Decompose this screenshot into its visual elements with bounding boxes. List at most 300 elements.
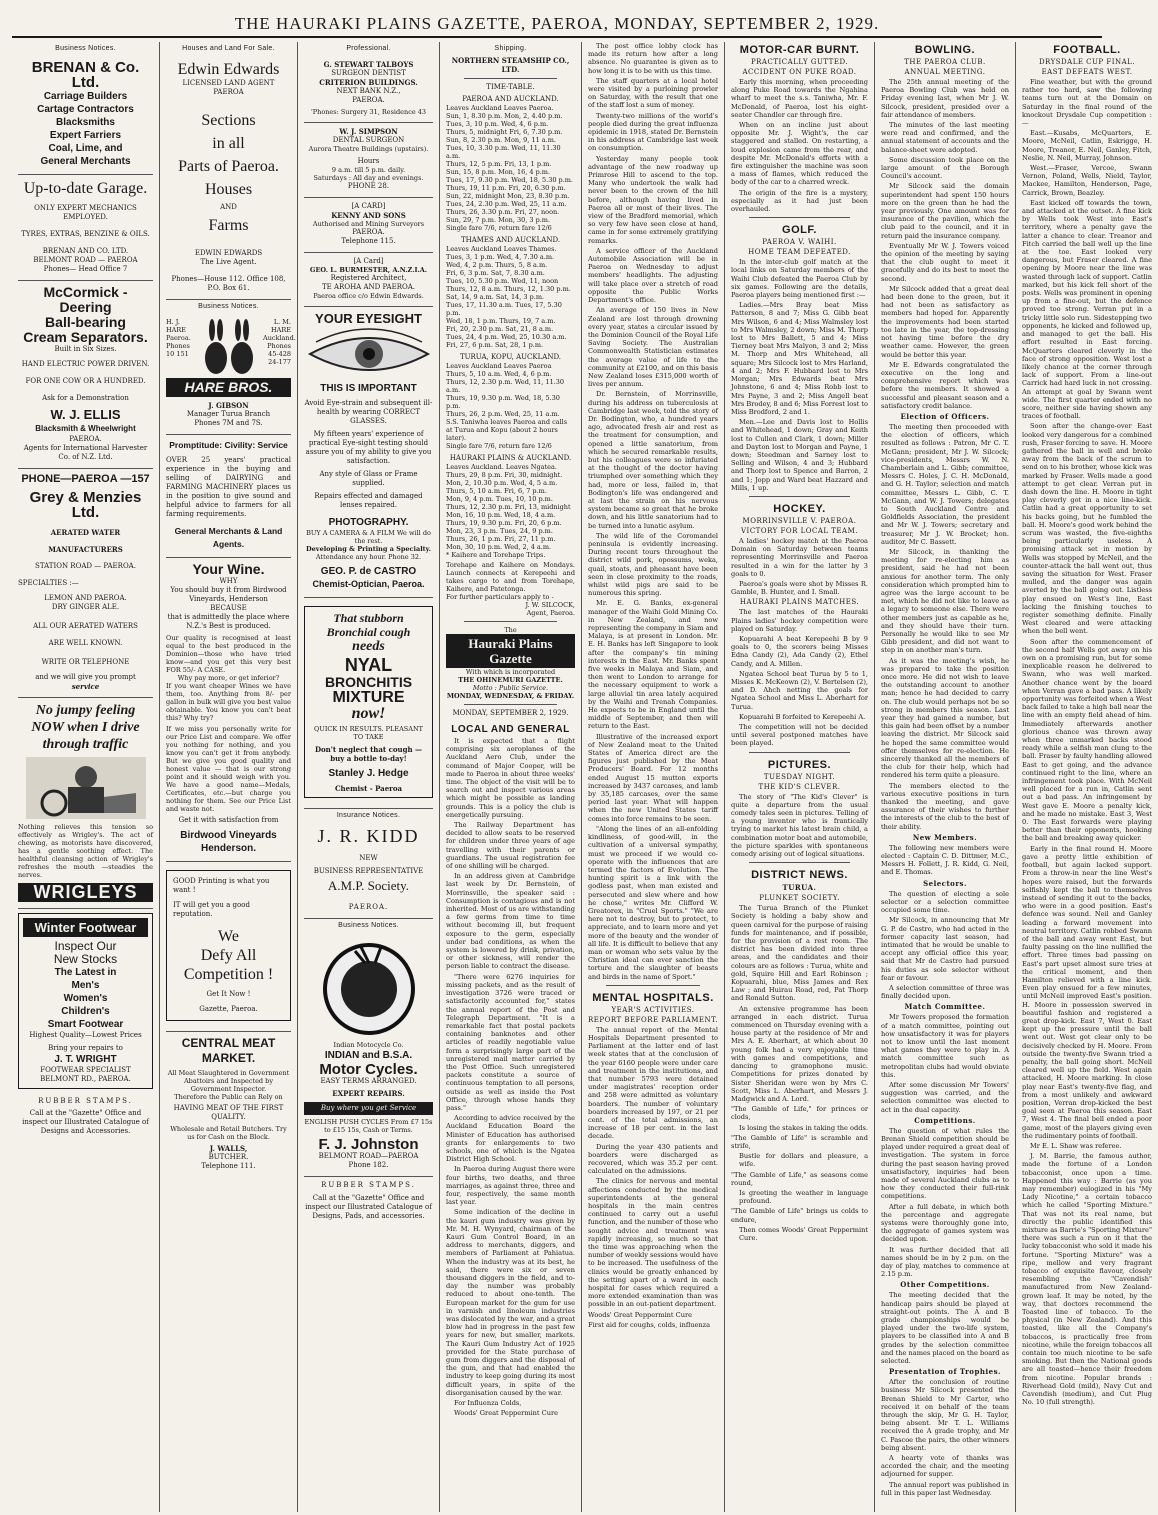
bowling-body: [881, 890, 1009, 1001]
bowling-para: The 25th annual meeting of the Paeroa Bowling Club was held on Friday evening last, when Mr J. W. Silcock, president, presided over a fair attendance of members.: [881, 78, 1009, 119]
brenan-name: BRENAN & Co. Ltd.: [31, 59, 140, 91]
football-para: East.—Kusabs, McQuarters, E. Moore, McNeil, Catlin, Eskrigge, H. Moore, Treanor, E. Neil, Ganley, Fitch, Neslie, N. Neil, Murray, Johnson.: [1022, 129, 1152, 162]
brenan-line: General Merchants: [40, 156, 131, 167]
timetable-row: Sun, 1, 8.30 p.m. Mon, 2, 4.40 p.m.: [446, 112, 563, 120]
bowling-subhead: Election of Officers.: [900, 411, 990, 421]
meat-line: BUTCHER.: [208, 1153, 249, 1161]
meat-line: Therefore the Public can Rely on: [174, 1093, 283, 1101]
football-para: Soon after the change-over East looked very dangerous for a combined rush, Fraser forcing to save. H. Moore gathered the ball in well and broke away from the back of the scrum to send on to his brother, whose kick was marked by Fraser. Wells made a good attempt to get clear. Verran put in dash down the line. H. Moore in tight play cleverly got in a nice line-kick. Catlin had a great opportunity to set his backs going, but he fumbled the ball. H. Moore's good work behind the scrum was wasted, the five-eighths being particularly useless. A promising attack set in motion by Wells was stopped by McNeil, and the counter-attack the ball went out, thus saving the situation for West. Fraser mulled, and the danger was again averted by the ball going out. Listless play ensued on West's line, East lacking the finishing touches to register something definite. Finally West cleared and were attacking when the bell went.: [1022, 422, 1152, 636]
bowling-sub: ANNUAL MEETING.: [904, 68, 986, 76]
hare-left: H. J. HARE Paeroa. Phones 10 151: [166, 318, 191, 358]
flag-the: The: [504, 626, 517, 634]
mental-hospitals-sub: REPORT BEFORE PARLIAMENT.: [588, 1015, 718, 1024]
bowling-para: The question of what rules the Brenan Shield competition should be played under required a great deal of investigation. The system in force during the past season having proved unsatisfactory, inquiries had been made of several Auckland clubs as to how they conducted their full-rink competitions.: [881, 1126, 1009, 1201]
timetable-row: Thurs, 12, 5 p.m. Fri, 13, 1 p.m.: [446, 160, 552, 168]
talboys-line: PAEROA.: [352, 96, 385, 104]
column-4: [440, 42, 582, 1512]
motorcar-para: The origin of the fire is a mystery, especially as it had just been overhauled.: [731, 188, 868, 214]
hockey-sub: VICTORY FOR LOCAL TEAM.: [741, 526, 858, 535]
hedge-name: Stanley J. Hedge: [328, 768, 409, 779]
bowling-body: [881, 78, 1009, 410]
wrigley-title: No jumpy feeling: [35, 703, 136, 718]
garage-line: TYRES, EXTRAS, BENZINE & OILS.: [21, 230, 150, 238]
eyesight-line: Developing & Printing a Specialty.: [306, 545, 431, 553]
wright-name: J. T. WRIGHT: [54, 1054, 117, 1065]
timetable-row: Mon, 30, 10 p.m. Wed, 2, 4 a.m.: [446, 543, 552, 551]
footwear-line: Smart Footwear: [47, 1019, 124, 1030]
section-label: Houses and Land For Sale.: [182, 45, 275, 52]
mccormick-title: Cream Separators.: [23, 329, 148, 345]
football-para: Mr E. L. Shaw was referee.: [1030, 1142, 1122, 1150]
garage-line: Phones— Head Office 7: [43, 265, 128, 273]
wine-body: Our quality is recognised at least equal to the best produced in the Dominion—those who have tried know—and you get this very best FOR 55/- A CASE.: [166, 634, 291, 674]
pictures-sub: TUESDAY NIGHT.: [763, 772, 836, 781]
wine-body: If we miss you personally write for our Price List and compare. We offer you nothing for nothing, and you know you can't get it from anybody. But we give you good quality and honest value — that is our strong point and it should weigh with you. We have a good name—Medals, Certificates, etc.—but charge you nothing for them. See our Price List and waste not.: [166, 725, 291, 813]
nyal-brand: NYAL: [344, 655, 393, 675]
edwards-line: in all: [212, 135, 245, 152]
kidd-name: J. R. KIDD: [317, 826, 420, 846]
hockey-sub: HAURAKI PLAINS MATCHES.: [739, 598, 860, 607]
timetable-row: Thurs, 12, 2.30 p.m. Fri, 13, midnight: [446, 503, 571, 511]
printing-line: Competition !: [183, 966, 274, 983]
edwards-line: Houses: [204, 181, 253, 198]
nyal-brand: BRONCHITIS: [324, 674, 413, 690]
burmester-line: TE AROHA AND PAEROA.: [322, 283, 415, 291]
bowling-para: Mr Towers proposed the formation of a match committee, pointing out how unsatisfactory it was for players not to know until the last moment what games they were to play in. A match committee such as metropolitan clubs had would obviate this.: [881, 1013, 1009, 1079]
simpson-line: Hours: [357, 157, 380, 165]
bowling-para: Mr Silcock said the domain superintendent had spent 150 hours more on the green than he had the year previously. One amount was for insurance of the pavilion, which the club paid to the council, and it in return paid the insurance company.: [881, 182, 1009, 240]
brenan-line: Coal, Lime, and: [48, 143, 123, 154]
nyal-line: Don't neglect that cough —buy a bottle to-day!: [314, 745, 423, 763]
motorcar-heading: MOTOR-CAR BURNT.: [739, 44, 860, 56]
timetable-row: Single fare 7/6, return fare 12/6: [446, 442, 552, 450]
route-heading: TURUA, KOPU, AUCKLAND.: [459, 353, 562, 361]
timetable-row: Thurs, 19, 11 p.m. Fri, 20, 6.30 p.m.: [446, 184, 566, 192]
nyal-line: QUICK IN RESULTS. PLEASANT TO TAKE: [314, 725, 423, 741]
golf-sub: HOME TEAM DEFEATED.: [748, 248, 851, 257]
district-sub: TURUA.: [782, 883, 817, 893]
kidd-line: NEW: [359, 854, 378, 862]
hare-line: Manager Turua Branch: [186, 410, 271, 418]
section-label: Business Notices.: [55, 45, 116, 52]
edwards-line: Farms: [208, 217, 249, 234]
bowling-para: As it was the meeting's wish, he was prepared to take the position once more. He did not wish to leave the outstanding account to another man; hence he had decided to carry on. The club would perhaps not be so strong in members this season. Last year they had gained a number, but this gain had been offset by a number leaving the district. Mr Silcock said he hoped the same committee would offer themselves for re-election. He sincerely thanked all the members of the club for their help, which had rendered his term quite a pleasure.: [881, 656, 1009, 780]
timetable-row: Tues, 3, 1 p.m. Wed, 4, 7.30 a.m.: [446, 253, 555, 261]
bowling-para: After a full debate, in which both the percentage and aggregate systems were thoroughly gone into, the aggregate of games system was decided upon.: [881, 1202, 1009, 1244]
kenny-line: PAEROA.: [352, 228, 385, 236]
timetable-row: Tues, 17, 9.30 p.m. Wed, 18, 5.30 p.m.: [446, 176, 573, 184]
nyal-brand: MIXTURE: [332, 689, 405, 706]
wrigley-title: NOW when I drive: [31, 720, 140, 735]
grey-menzies-ad: [18, 469, 153, 698]
masthead: THE HAURAKI PLAINS GAZETTE, PAEROA, MONDAY, SEPTEMBER 2, 1929.: [12, 10, 1102, 38]
kenny-line: [A CARD]: [351, 202, 386, 210]
bowling-para: The meeting decided that the handicap pairs should be played at straight-out points. The A and B grade championships would be played under the two-life system, players to be classified into A and B grades by the selection committee and the names placed on the board as selected.: [881, 1291, 1009, 1366]
timetable-row: Single fare 7/6, return fare 12/6: [446, 224, 552, 232]
simpson-line: W. J. SIMPSON: [339, 127, 398, 136]
burmester-line: [A Card]: [353, 257, 384, 265]
wine-line: BECAUSE: [210, 604, 247, 612]
timetable-row: Mon, 16, 10 p.m. Wed, 18, 4 a.m.: [446, 511, 556, 519]
indian-badge-text: Indian Motocycle Co.: [333, 1041, 404, 1049]
timetable-row: Fri, 20, 2.30 p.m. Sat, 21, 8 a.m.: [446, 325, 554, 333]
bowling-body: [881, 423, 1009, 831]
football-para: Fine weather, but with the ground rather too hard, saw the following teams turn out at the Domain on Saturday in the final round of the knockout Drysdale Cup competition :—: [1022, 78, 1152, 128]
hockey-para: Kopuarahi A beat Kerepeehi B by 9 goals to 0, the scorers being Misses Edna Candy (2), Ada Candy (2), Ethel Candy, and A. Millen.: [731, 634, 868, 668]
garage-line: BELMONT ROAD — PAEROA: [33, 256, 138, 264]
grey-phone: PHONE—PAEROA —157: [21, 473, 150, 485]
walls-name: J. WALLS,: [209, 1144, 248, 1153]
kenny-line: Telephone 115.: [341, 237, 396, 245]
burmester-ad: [304, 253, 433, 307]
mccormick-ad: [18, 281, 153, 469]
verse-line: Bustle for dollars and pleasure, a wife.: [739, 1152, 868, 1169]
timetable-paeroa: [446, 104, 575, 232]
wine-body: Why pay more, or get inferior?: [177, 674, 280, 682]
motorcar-para: Early this morning, when proceeding along Puke Road towards the Ngahina wharf to meet the s.s. Taniwha, Mr. F. McDonald, of Paeroa, lost his eight-seater Chandler car through fire.: [731, 78, 868, 119]
hare-line: Phones 7M and 7S.: [194, 419, 263, 427]
timetable-row: Thurs, 12, 2.30 p.m. Wed, 11, 11.30 a.m.: [446, 378, 565, 394]
wine-line: You should buy it from Birdwood Vineyards, Henderson: [170, 586, 287, 603]
meat-line: HAVING MEAT OF THE FIRST QUALITY.: [173, 1104, 284, 1121]
printing-line: Get It Now !: [206, 990, 251, 998]
bowling-subhead: Selectors.: [923, 878, 967, 888]
footwear-ad: [18, 913, 153, 1089]
kenny-ad: [304, 198, 433, 253]
brenan-line: Expert Farriers: [49, 130, 122, 141]
grey-name: Grey & Menzies Ltd.: [29, 489, 142, 521]
news-para: The staff quarters at a local hotel were visited by a purloining prowler on Saturday, with the result that one of the staff lost a sum of money.: [588, 76, 718, 110]
timetable-thames: [446, 245, 575, 349]
indian-line: EXPERT REPAIRS.: [332, 1089, 405, 1098]
simpson-line: Aurora Theatre Buildings (upstairs).: [308, 145, 429, 153]
brenan-line: Carriage Builders: [43, 91, 128, 102]
timetable-row: Wed, 18, 1 p.m. Thurs, 19, 7 a.m.: [446, 317, 556, 325]
timetable-row: Sun, 29, 7 p.m. Mon, 30, 3 p.m.: [446, 216, 551, 224]
football-para: East kicked off towards the town, and attacked at the outset. A fine kick by Wells took West into East's territory, where a penalty gave the latter a chance to clear. Treanor and Fitch carried the ball well up the line at the toe. East looked very dangerous, but Fraser cleared. A fine opening by Moore near the line was wasted through lack of support. Catlin marked, but his kick fell short of the posts. Wells was prominent in opening up from a fine-out, but the defence proved too strong. Verran put in a tricky little solo run. Sidestepping two opponents, he kicked and followed up, and managed to get the ball. His effort resulted in East forcing. McQuarters cleared cleverly in the face of strong opposition. West lost a likely chance at the corner through lack of support. From a line-out Carrick had hard luck in not crossing. An attempt at goal by Swann went wide. The first quarter ended with no score, neither side having shown any traces of football.: [1022, 198, 1152, 421]
verse-line: "The Gamble of Life" is scramble and strife,: [731, 1133, 868, 1150]
edwards-line: The Live Agent.: [200, 258, 257, 266]
talboys-line: NEXT BANK N.Z.,: [336, 87, 401, 95]
news-para: A service officer of the Auckland Automobile Association will be in Paeroa on Wednesday to adjust members' headlights. The adjusting will take place over a stretch of road opposite the Public Works Department's office.: [588, 246, 718, 305]
wine-title: Your Wine.: [192, 561, 265, 577]
simpson-ad: [304, 123, 433, 198]
talboys-line: CRITERION BUILDINGS.: [319, 78, 418, 87]
mental-hospitals-para: First aid for coughs, colds, influenza: [588, 1320, 711, 1329]
footwear-line: BELMONT RD., PAEROA.: [40, 1075, 131, 1083]
bowling-para: It was further decided that all names should be in by 2 p.m. on the day of play, matches to commence at 2.15 p.m.: [881, 1245, 1009, 1279]
talboys-line: G. STEWART TALBOYS: [323, 60, 414, 69]
printing-ad: [166, 862, 291, 1032]
district-para: The Turua Branch of the Plunket Society is holding a baby show and queen carnival for the purpose of raising funds for maintenance, and if possible, for the provision of a rest room. The district has been divided into three areas, and the candidates and their colours are as follows : Turua, white and gold, Squire Hill and Earl Robinson ; Kopuarahi, blue, Miss James and Rex Law ; and Huirau Road, red, Pat Thorp and Ronald Sutton.: [731, 904, 869, 1003]
eyesight-ad: [304, 307, 433, 598]
bowling-para: After the conclusion of routine business Mr Silcock presented the Brenan Shield to Mr Carter, who received it on behalf of the team through the skip, Mr G. H. Taylor, being absent. Mr T. L. Williams received the A grade trophy, and Mr C. Pascoe the pairs, the other winners being absent.: [881, 1378, 1009, 1452]
mental-hospitals-heading: MENTAL HOSPITALS.: [592, 991, 714, 1004]
hare-bros-ad: [166, 314, 296, 435]
eyesight-line: Avoid Eye-strain and subsequent ill-health by wearing CORRECT GLASSES.: [304, 399, 433, 425]
bowling-para: Some discussion took place on the large amount of the Borough Council's account.: [881, 155, 1009, 181]
news-para: Mr. E. G. Banks, ex-general manager of the Waihi Gold Mining Co. in New Zealand, and now representing the company in Siam and Malaya, is at present in London. Mr. E. H. Banks has left Singapore to look after the company's tin mining interests in the East. Mr. Banks spent five weeks in Malaya and Siam, and then went to London to arrange for the necessary equipment to work a large alluvial tin area lately acquired by the Waihi and Trenah Companies. He expects to be in England until the middle of September, and then will return to the East.: [588, 599, 718, 731]
eyesight-line: Any style of Glass or Frame supplied.: [319, 470, 418, 487]
edwards-ad: [166, 56, 291, 300]
bowling-para: A selection committee of three was finally decided upon.: [881, 983, 1009, 1001]
bowling-subhead: Other Competitions.: [900, 1280, 990, 1290]
news-para: Yesterday many people took advantage of the new roadway up Primrose Hill to ascend to the top. Many who undertook the walk had never been to the crown of the hill before, although having lived in Paeroa all or most of their lives. The view of the Bradford memorial, which so very few have seen close at hand, came in for some extremely gratifying remarks.: [588, 154, 718, 245]
timetable-row: Tues, 24, 2.30 p.m. Wed, 25, 11 a.m.: [446, 200, 567, 208]
column-5: [582, 42, 725, 1512]
bowling-para: A hearty vote of thanks was accorded the chair, and the meeting adjourned for supper.: [881, 1454, 1009, 1479]
mental-hospitals-para: The annual report of the Mental Hospitals Department presented to Parliament at the latter end of last week states that at the conclusion of the year 6160 people were under care and treatment in the institutions, and that number 5793 were detained under magistrates' reception order and 258 were admitted as voluntary boarders. The number of voluntary boarders increased by 197, or 21 per cent. of the total admissions, an increase of 18 per cent. in the last decade.: [588, 1025, 718, 1141]
wine-line: WHY: [219, 577, 238, 585]
timetable-row: Thurs, 19, 9.30 p.m. Wed, 18, 5.30 p.m.: [446, 394, 560, 410]
grey-line: DRY GINGER ALE.: [51, 603, 120, 611]
grey-line: SPECIALTIES :—: [18, 579, 79, 587]
shipping-note: Torehape and Kaihere on Mondays. Launch connects at Kerepeehi and takes cargo to and from Torehape, Kaihere, and Patetonga.: [446, 561, 575, 593]
indian-title: Motor Cycles.: [319, 1061, 418, 1078]
news-para: For Influenza Colds,: [454, 1399, 522, 1408]
bowling-body: [881, 1291, 1009, 1365]
football-sub: DRYSDALE CUP FINAL.: [1038, 58, 1136, 66]
section-label: Insurance Notices.: [336, 812, 401, 819]
timetable-row: Leaves Auckland Leaves Thames.: [446, 245, 557, 253]
pictures-sub: THE KID'S CLEVER.: [758, 782, 841, 791]
grey-line: and we will give you prompt: [35, 673, 136, 681]
footwear-line: Bring your repairs to: [48, 1044, 123, 1052]
mental-hospitals-para: During the year 430 patients and boarders were discharged as recovered, which was 35.2 per cent. calculated on the admissions.: [588, 1142, 718, 1176]
garage-line: BRENAN AND CO. LTD.: [42, 247, 129, 255]
column-3: [298, 42, 440, 1512]
timetable-row: Leaves Auckland Leaves Paeroa.: [446, 104, 554, 112]
wrigley-title: through traffic: [42, 737, 129, 752]
wine-ad: [166, 558, 291, 862]
verse-line: Is losing the stakes in taking the odds.: [739, 1123, 868, 1132]
nyal-line: needs: [352, 639, 385, 654]
wine-line: Get it with satisfaction from: [178, 816, 279, 824]
grey-line: STATION ROAD — PAEROA.: [35, 562, 136, 570]
news-para: Some indication of the decline in the kauri gum industry was given by Mr. M. H. Wynyard, chairman of the Kauri Gum Control Board, in an address to merchants, diggers, and members of Parliament at Pahiatua. When the industry was at its best, he said, there were six or seven thousand diggers in the field, and to-day the number was probably reduced to about one-tenth. The European market for the gum for use in varnish and linoleum industries was dislocated by the war, and a great blow had in progress in the past few years for new, but smaller, markets. The Kauri Gum Industry Act of 1925 provided for the State purchase of gum from diggers and the disposal of the gum, and that had enabled the industry to keep going during its most difficult years, in spite of the disorganisation caused by the war.: [446, 1208, 575, 1397]
indian-head-emblem: [321, 941, 417, 1037]
route-heading: THAMES AND AUCKLAND.: [460, 236, 561, 244]
motorcar-para: When on an incline just about opposite Mr. J. Wight's, the car staggered and stalled. On restarting, a loud explosion came from the rear, and despite Mr. McDonald's efforts with a fire extinguisher the machine was soon a mass of flames, which reduced the body of the car to a charred wreck.: [731, 121, 868, 187]
timetable-row: Leaves Auckland. Leaves Ngatea.: [446, 463, 557, 471]
timetable-row: Fri, 27, 6 p.m. Sat, 28, 1 p.m.: [446, 341, 544, 349]
news-para: An average of 150 lives in New Zealand are lost through drowning every year, states a circular issued by the Dominion Council of the Royal Life Saving Society. The Australian Commonwealth Statistician estimates the average value of life to the community at £2100, and on this basis New Zealand loses £315,000 worth of lives per annum.: [588, 306, 718, 389]
civility-ad: [166, 435, 291, 558]
section-label: Business Notices.: [198, 303, 259, 310]
football-para: J. M. Barrie, the famous author, made the fortune of a London tobacconist, once upon a time. Happened this way : Barrie (as you may remember) eulogized in his "My Lady Nicotine," a certain tobacco which he called "Sporting Mixture." That was not its real name, but directly the public identified this mixture as Barrie's "Sporting Mixture" there was such a run on it that the lucky tobacconist who sold it made his fortune. "Sporting Mixture" was a ripe, mellow and very fragrant tobacco of exquisite flavour, closely resembling the "Cavendish" manufactured from New Zealand-grown leaf. It may be noted, by the way, that doctors recommend the Toasted line of tobacco. To the physical (in New Zealand). And this toasted, like all the Company's tobaccos, is practically free from nicotine, while the foreign tobaccos all contain too much nicotine to be safe smoking. But then the National goods are all toasted—hence their freedom from nicotine. Popular brands : Riverhead Gold (mild), Navy Cut and Cavendish (medium), and Cut Plug No. 10 (full strength).: [1022, 1152, 1153, 1407]
bowling-subhead: Competitions.: [914, 1115, 976, 1125]
printing-line: IT will get you a good reputation.: [173, 901, 250, 918]
football-para: Soon after the commencement of the second half Wells got away on his own on a promising run, but for some inexplicable reason he delivered to Swann, who was well marked. Another chance went by the board when Verran gave a bad pass. A likely opportunity was forfeited when a West back failed to take a high ball near the line with an empty field ahead of him. Immediately afterwards another glorious chance was thrown away when three unmarked backs stood ready while a selfish man clung to the ball. Fraser by faulty handling allowed East to get going, and the advance continued right to the line, where an infringement took place. With McNeil well placed for a run in, Catlin sent out a bad pass. An infringement by West gave E. Moore a penalty kick, and he made no mistake. East 3, West 0. The East forwards were playing better than their opponents, hooking the ball and breaking away quicker.: [1022, 637, 1152, 843]
grey-line: LEMON AND PAEROA.: [44, 594, 127, 602]
kidd-line: PAEROA.: [348, 903, 389, 911]
mccormick-line: Blacksmith & Wheelwright: [35, 424, 136, 433]
indian-line: Buy where you get Service: [304, 1102, 433, 1115]
wine-body: If you want cheaper Wines we have them, too. Anything from 8/- per gallon in bulk will give you best value obtainable. You know you can't beat this? Why try?: [166, 682, 291, 722]
mccormick-line: Built in Six Sizes.: [54, 345, 117, 353]
bowling-para: The minutes of the last meeting were read and confirmed, and the annual statement of accounts and the balance-sheet were adopted.: [881, 121, 1009, 154]
news-para: The Railway Department has decided to allow seats to be reserved for children under three years of age travelling with their parents or guardians. The usual registration fee of one shilling will be charged.: [446, 821, 575, 871]
column-2: [160, 42, 298, 1512]
news-para: Illustrative of the increased export of New Zealand meat to the United States of America direct are the figures just published by the Meat Producers' Board. For 12 months ended August 15 mutton exports increased by 3437 carcases, and lamb by 35,185 carcases, over the same period last year. What will happen when the new United States tariff comes into force remains to be seen.: [588, 732, 718, 823]
timetable-row: Thurs, 12, 8 a.m. Thurs, 12, 1.30 p.m.: [446, 285, 571, 293]
eyesight-subtitle: THIS IS IMPORTANT: [320, 383, 417, 394]
kenny-line: Authorised and Mining Surveyors: [312, 220, 425, 228]
rubber-stamps-ad: [18, 1093, 153, 1142]
mccormick-line: Ask for a Demonstration: [42, 394, 129, 402]
edwards-line: LICENSED LAND AGENT: [182, 79, 275, 87]
shipping-note: For further particulars apply to -: [446, 593, 554, 601]
eyesight-title: YOUR EYESIGHT: [315, 311, 422, 326]
timetable-row: Thurs, 26, 1 p.m. Fri, 27, 11 p.m.: [446, 535, 556, 543]
timetable-row: Sun, 22, midnight Mon, 23, 8.30 p.m.: [446, 192, 570, 200]
golf-heading: GOLF.: [782, 224, 817, 237]
garage-title: Up-to-date Garage.: [23, 180, 148, 197]
news-para: In Paeroa during August there were four births, two deaths, and three marriages, as against three, three and four, respectively, the same month last year.: [446, 1165, 575, 1207]
brenan-line: Blacksmiths: [56, 117, 115, 128]
bowling-para: The question of electing a sole selector or a selection committee occupied some time.: [881, 889, 1009, 915]
grey-line: ALL OUR AERATED WATERS: [33, 622, 138, 630]
simpson-line: PHONE 28.: [347, 182, 390, 190]
hockey-para: The competition will not be decided until several postponed matches have been played.: [731, 723, 868, 748]
printing-line: We: [218, 928, 239, 945]
hare-illustration: [198, 318, 260, 378]
eyesight-line: BUY A CAMERA & A FILM We will do the rest.: [306, 529, 431, 545]
kidd-ad: [304, 823, 433, 919]
verse-line: Is greeting the weather in language profound.: [739, 1188, 868, 1206]
route-heading: PAEROA AND AUCKLAND.: [462, 95, 559, 103]
timetable-row: Sun, 8, 2.30 p.m. Mon, 9, 11 a.m.: [446, 136, 556, 144]
garage-ad: [18, 175, 153, 281]
hare-logo: HARE BROS.: [166, 378, 291, 397]
meat-line: All Meat Slaughtered in Government Abattoirs and Inspected by Government Inspector.: [167, 1069, 290, 1093]
hockey-para: The last matches of the Hauraki Plains ladies' hockey competition were played on Saturday.: [731, 608, 868, 633]
news-para: Dr. Bernstein, of Morrinsville, during his address on tuberculosis at Cambridge last week, told the story of Dr. Bodington, who, a hundred years ago, advocated fresh air and rest as the treatment for consumption, and opened a little sanatorium, from which he secured remarkable results, but his colleagues were so infuriated at the thought of the doctor having triumphed over something which they had, more or less, failed in, that Bodington's life was endangered and at last the strain on his nervous system became so great that he broke down, and his little sanatorium had to be turned into a lunatic asylum.: [588, 390, 718, 530]
timetable-row: Sat, 14, 9 a.m. Sat, 14, 3 p.m.: [446, 293, 545, 301]
column-6: [725, 42, 875, 1512]
football-para: West.—Fraser, Vercoe, Swann Vernon, Poland, Wells, Nield, Taylor, Mackee, Hamilton, Henderson, Page, Carrick, Brown, Beazley.: [1022, 164, 1152, 197]
indian-motorcycle-ad: [304, 933, 433, 1177]
simpson-line: 9 a.m. till 5 p.m. daily.: [331, 166, 406, 174]
motorist-illustration: [26, 757, 146, 819]
flag-line: With which is incorporated: [465, 668, 556, 676]
football-heading: FOOTBALL.: [1053, 44, 1121, 56]
mental-hospitals-para: Woods' Great Peppermint Cure: [588, 1310, 693, 1319]
kidd-line: BUSINESS REPRESENTATIVE: [313, 867, 424, 875]
flag-line: MONDAY, WEDNESDAY, & FRIDAY.: [446, 692, 575, 700]
footwear-line: Children's: [61, 1006, 110, 1017]
timetable-heading: TIME-TABLE.: [486, 83, 535, 91]
hare-line: J. GIBSON: [208, 401, 249, 410]
rubber-stamps-ad-2: [304, 1177, 433, 1227]
bowling-para: After some discussion Mr Towers' suggestion was carried, and the selection committee was elected to act in the dual capacity.: [881, 1080, 1009, 1114]
decastro-line: Chemist-Optician, Paeroa.: [312, 579, 425, 589]
footwear-title: Winter Footwear: [23, 918, 148, 937]
timetable-row: Mon, 9, 4 p.m. Tues, 10, 10 p.m.: [446, 495, 553, 503]
timetable-row: Mon, 23, 3 p.m. Tues, 24, 9 p.m.: [446, 527, 553, 535]
timetable-row: Thurs, 26, 3.30 p.m. Fri, 27, noon.: [446, 208, 560, 216]
verse-line: "The Gamble of Life" brings us colds to endure,: [731, 1207, 868, 1224]
kidd-line: A.M.P. Society.: [327, 878, 410, 893]
dateline: MONDAY, SEPTEMBER 2, 1929.: [452, 709, 569, 717]
bowling-para: Mr Silcock, in announcing that Mr G. P. de Castro, who had acted in the former capacity last season, had intimated that he would be unable to accept any official office this year, said that Mr de Castro had pursued his duties as sole selector without fear or favour.: [881, 916, 1009, 982]
pictures-heading: PICTURES.: [767, 758, 832, 771]
grey-line: MANUFACTURERS: [48, 545, 123, 554]
local-general-body: [446, 737, 575, 1417]
grey-line: AERATED WATER: [50, 528, 121, 537]
kenny-line: KENNY AND SONS: [331, 211, 406, 220]
footwear-line: Inspect Our: [54, 939, 117, 953]
talboys-ad: [304, 56, 433, 123]
district-para: An extensive programme has been arranged in each district. Turua commenced on Thursday evening with a house party at the residence of Mr and Mrs A. E. Aberhart, at which about 30 young folk had a very enjoyable time with games and competitions, and dancing to gramophone music. Competitions for prizes donated by Sister Sheridan were won by Mrs C. Scott, Miss L. Aberhart, and Messrs J. Madgwick and A. Lord.: [731, 1004, 868, 1103]
mental-hospitals-sub: YEAR'S ACTIVITIES.: [611, 1005, 695, 1014]
simpson-line: DENTAL SURGEON: [332, 136, 405, 144]
wrigleys-ad: [18, 698, 153, 909]
footwear-line: New Stocks: [53, 952, 118, 966]
indian-line: BELMONT ROAD—PAEROA: [318, 1152, 419, 1160]
meat-line: Telephone 111.: [201, 1162, 256, 1170]
timetable-hauraki: [446, 463, 575, 559]
edwards-line: PAEROA: [213, 88, 244, 96]
timetable-row: Wed, 4, 2 p.m. Thurs, 5, 8 a.m.: [446, 261, 548, 269]
column-7: [875, 42, 1016, 1512]
news-para: Woods' Great Peppermint Cure: [454, 1409, 559, 1418]
hockey-para: Kopuarahi B forfeited to Kerepeehi A.: [739, 712, 866, 721]
golf-sub: PAEROA V. WAIHI.: [762, 238, 837, 247]
gazette-flag: [446, 626, 575, 700]
stamps-body: Call at the "Gazette" Office and inspect our Illustrated Catalogue of Designs and Accessories.: [22, 1109, 149, 1135]
timetable-row: Thurs, 5, 10 a.m. Wed, 4, 6 p.m.: [446, 370, 552, 378]
verse-line: "The Gamble of Life," as seasons come round,: [731, 1170, 868, 1187]
stamps-title: RUBBER STAMPS.: [38, 1097, 133, 1105]
nyal-line: now!: [351, 705, 386, 722]
football-para: Early in the final round H. Moore gave a pretty little exhibition of football, but again lacked support. From a throw-in near the line West's hopes were raised, but the forwards selfishly kept the ball to themselves instead of sending it out to the backs, who were in a good position. East's defence was sound. Neil and Ganley leading a forward movement into neutral territory. Catlin robbed Swann of the ball and away went East, but faulty passing on the line nullified the effort. Three times bad passing on East's part upset almost sure tries at the critical moment, and then Hamilton relieved with a line kick. Even play ensued for a few minutes, until McNeil improved East's position. H. Moore in possession swerved in beautiful fashion and registered a great drop-kick. East 7, West 0. East kept up the pressure until the ball went out. West got clear only to be decisively checked by H. Moore. From outside the twenty-five Swann tried a penalty, the ball going short. McNeil cleared well up the field. West again attacked, H. Moore marking. In close play near East's twenty-five flag, and from a most unlikely and awkward position, Verran drop-kicked the best goal seen at Paeroa this season. East 7, West 4. The final bell ended a poor game, most of the players giving even the rudimentary points of football.: [1022, 844, 1152, 1140]
grey-line: service: [71, 682, 100, 691]
indian-line: EASY TERMS ARRANGED.: [320, 1077, 417, 1085]
football-sub: EAST DEFEATS WEST.: [1041, 68, 1133, 76]
brenan-ad: [18, 56, 153, 175]
verse-line: Then comes Woods' Great Peppermint Cure.: [739, 1225, 868, 1242]
section-label: Professional.: [346, 45, 391, 52]
timetable-row: Tues, 10, 3.30 p.m. Wed, 11, 11.30 a.m.: [446, 144, 561, 160]
flag-line: THE OHINEMURI GAZETTE.: [458, 676, 563, 684]
district-sub: PLUNKET SOCIETY.: [759, 894, 840, 903]
meat-market-ad: [166, 1032, 291, 1177]
dairy-foot: General Merchants & Land Agents.: [174, 526, 283, 549]
burmester-line: Paeroa office c/o Edwin Edwards.: [313, 292, 424, 300]
bowling-para: Mr E. Edwards congratulated the executive on the long and comprehensive report which was before the members. It showed a successful and pleasant season and a satisfactory credit balance.: [881, 360, 1009, 410]
golf-para: Men.—Lee and Davis lost to Hollis and Whitehead, 1 down; Gray and Keith lost to Cullen and Clark, 1 down; Miller and Dayton lost to Morgan and Payne, 1 down; Steedman and Sarney lost to Selling and Wilson, 4 and 3; Hubbard and Thorp lost to Spence and Barron, 2 and 1; Jopp and Ward beat Hazzard and Mills, 1 up.: [731, 418, 868, 492]
news-para: Twenty-two millions of the world's people died during the great influenza epidemic in 1918, stated Dr. Bernstein in his address at Cambridge last week on consumption.: [588, 111, 718, 153]
bowling-body: [881, 1013, 1009, 1113]
section-label: Shipping.: [494, 45, 527, 52]
footwear-line: Men's: [71, 980, 100, 991]
bowling-para: The annual report was published in full in this paper last Wednesday.: [881, 1480, 1009, 1497]
golf-para: Ladies.—Mrs Bray beat Miss Patterson, 8 and 7; Miss G. Gibb beat Mrs Wilson, 6 and 4; Miss Walmsley lost to Mrs Walmsley, 2 down; Miss M. Thorp lost to Mrs Ballett, 5 and 4; Miss Tierney beat Mrs Malyon, 3 and 2; Miss M. Thorp and Mrs Whitehead, all square; Mrs Silcock lost to Mrs Harland, 4 and 2; Mrs F. Hubbard lost to Mrs Morgan; Mrs Edwards beat Mrs Johnstone, 6 and 4; Miss Robb lost to Mrs Payne, 3 and 2; Miss Angell beat Mrs Brodey, 8 and 6; Miss Forrest lost to Miss Brodford, 2 and 1.: [731, 301, 868, 416]
nyal-ad: [304, 598, 433, 809]
timetable-row: Tues, 10, 5.30 p.m. Wed, 11, noon: [446, 277, 559, 285]
eyesight-line: Attendance any hour. Phone 32.: [315, 553, 422, 561]
nyal-line: That stubborn: [333, 611, 404, 625]
bowling-subhead: Presentation of Trophies.: [889, 1367, 1001, 1377]
bowling-heading: BOWLING.: [914, 44, 976, 56]
bowling-subhead: Match Committee.: [904, 1002, 986, 1012]
edwards-line: Phones—House 112. Office 108, P.O. Box 61.: [171, 275, 286, 292]
photography-title: PHOTOGRAPHY.: [328, 517, 409, 528]
bowling-para: The meeting then proceeded with the election of officers, which resulted as follows : Patron, Mr C. T. McGann; president, Mr J. W. Silcock; vice-presidents, Messrs W. N. Chamberlain and L. Gibb; committee, Messrs C. Holes, J. C. H. McDonald, and G. H. Taylor; selection and match committee, Messrs L. Gibb, C. T. McGann, and W. J. Towers; delegates to South Auckland Centre and Goldfields Association, the president and Mr W. J. Towers; secretary and treasurer, Mr J. W. Brocket; hon. auditor, Mr C. Bassett.: [881, 422, 1009, 546]
hockey-sub: MORRINSVILLE V. PAEROA.: [742, 516, 857, 525]
timetable-row: S.S. Taniwha leaves Paeroa and calls at Turua and Kopu (about 2 hours later).: [446, 418, 568, 442]
